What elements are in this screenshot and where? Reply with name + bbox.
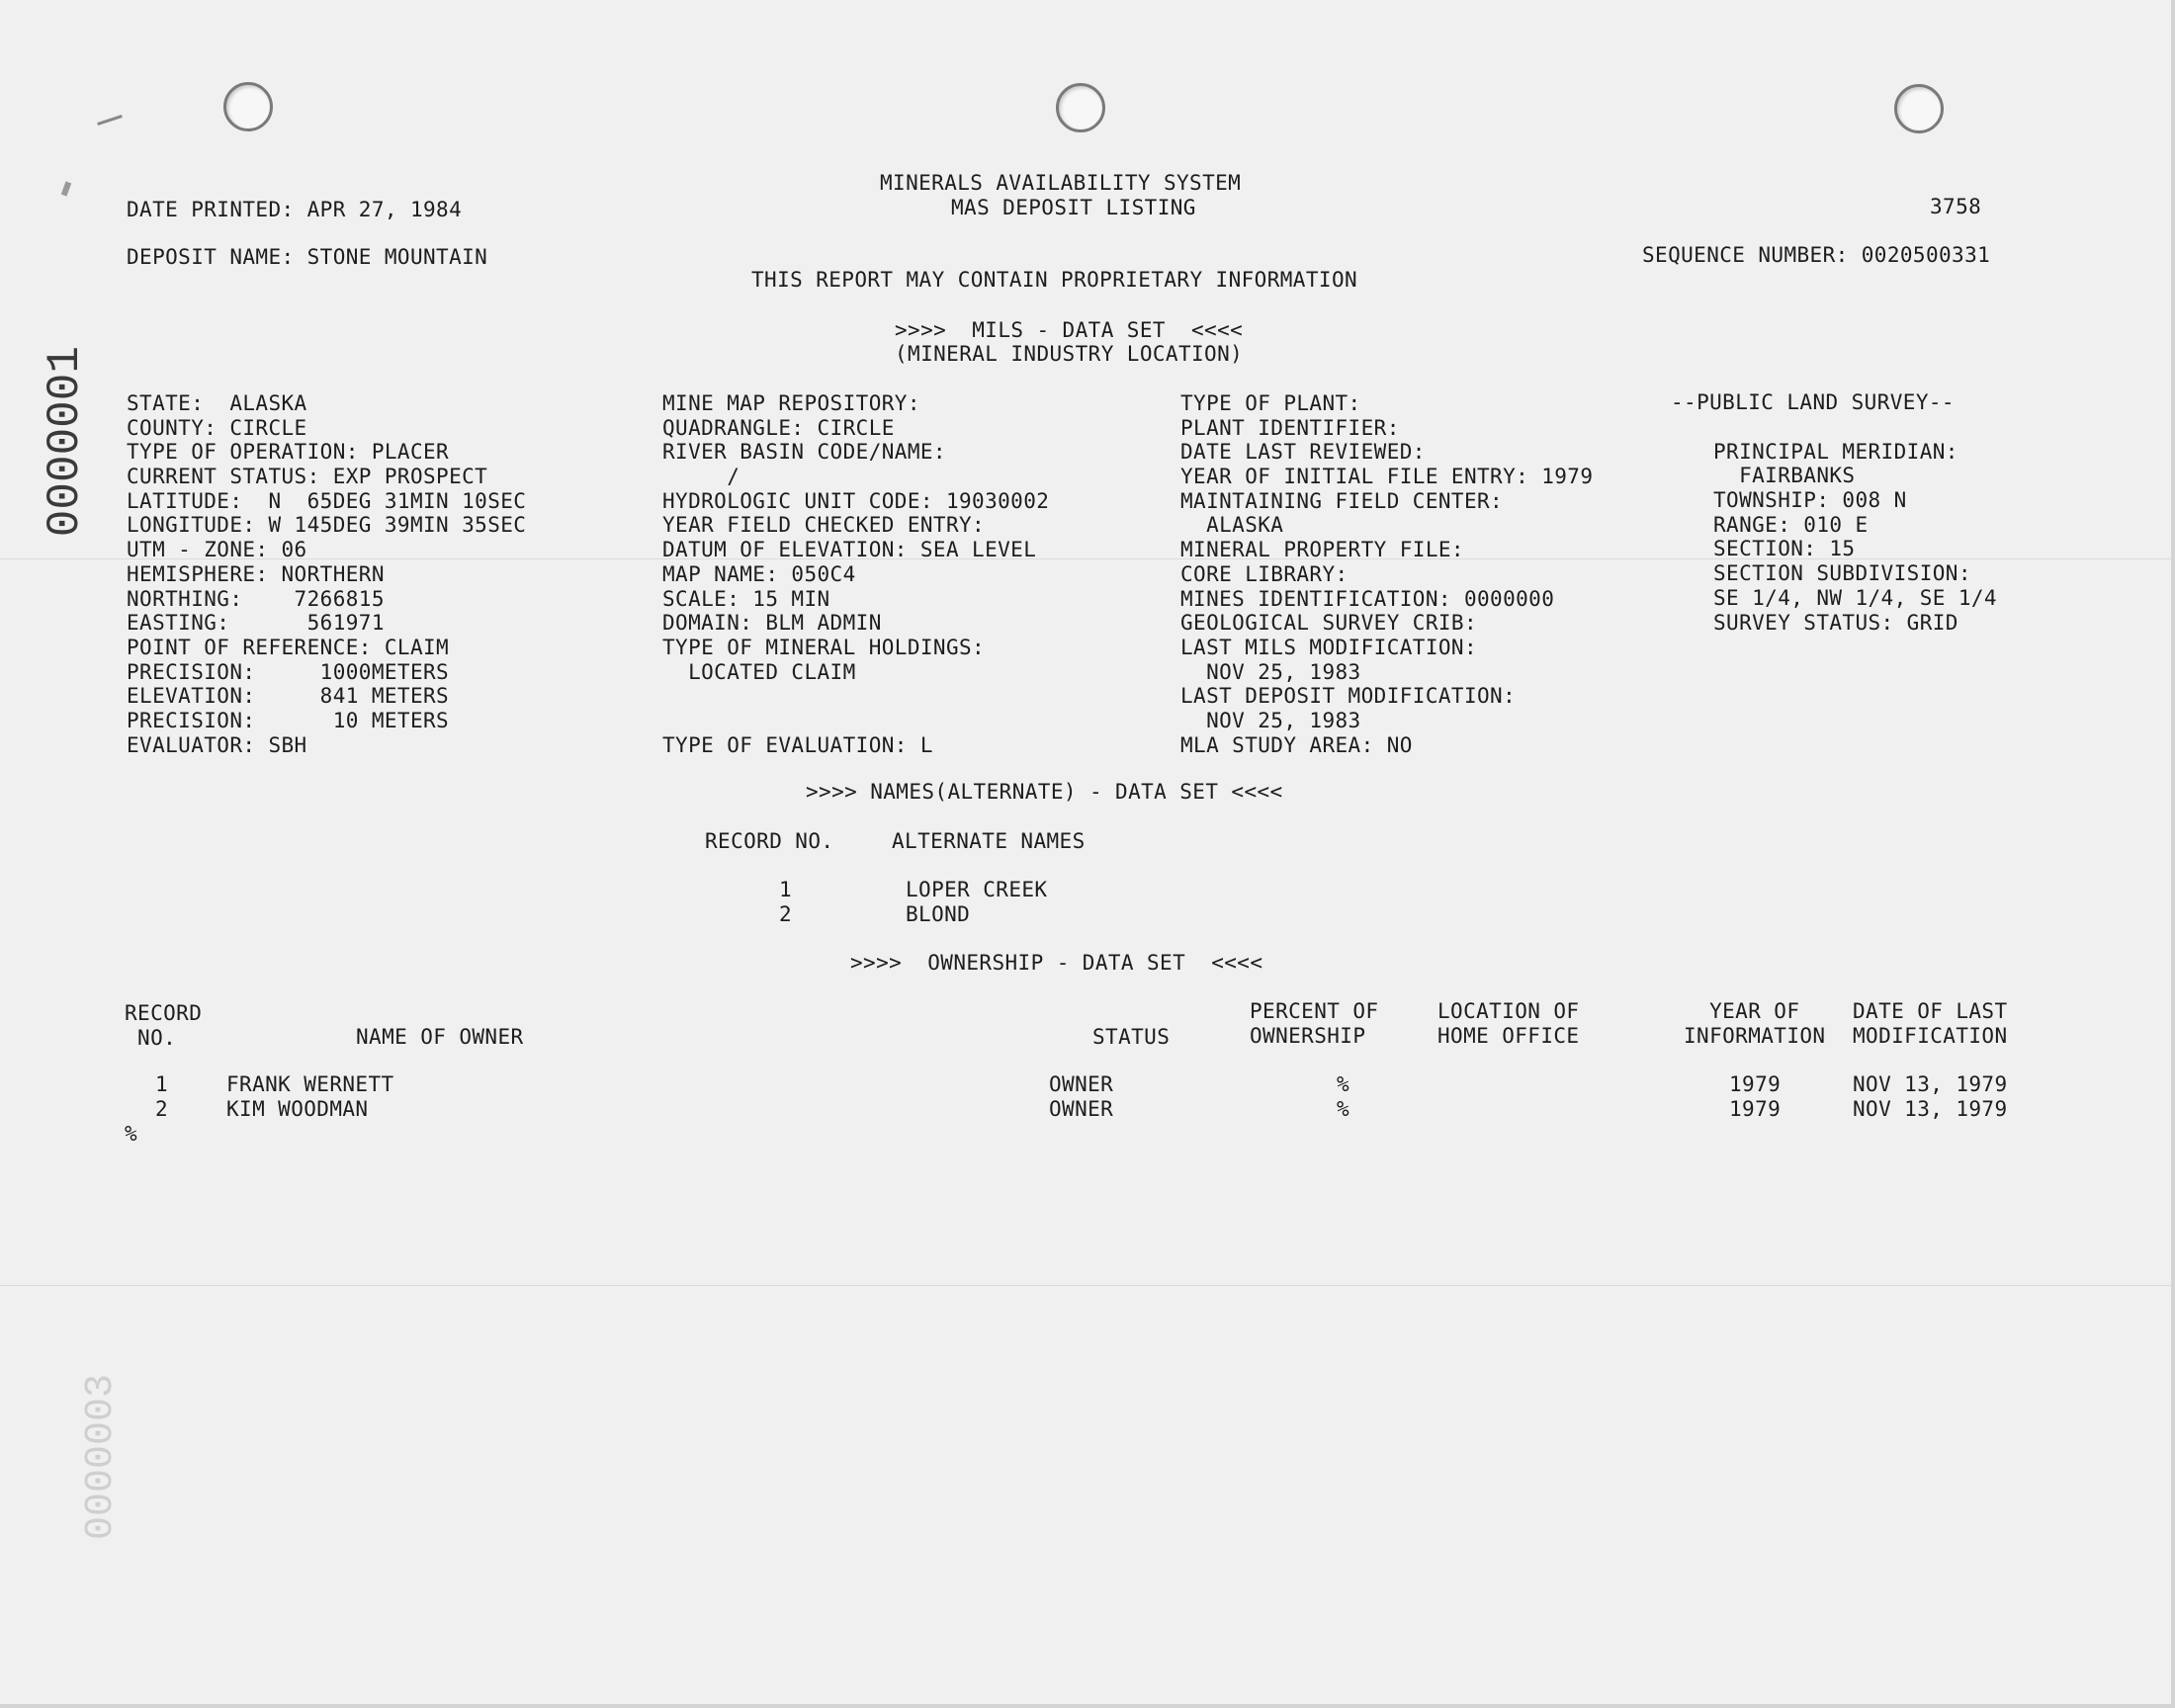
- mils-field-line: NOV 25, 1983: [1180, 659, 1361, 684]
- mils-column-location: [127, 391, 526, 757]
- mils-field-line: [662, 684, 1049, 709]
- mils-field-line: HYDROLOGIC UNIT CODE: 19030002: [662, 488, 1050, 513]
- proprietary-notice: THIS REPORT MAY CONTAIN PROPRIETARY INFORMATION: [751, 268, 1358, 292]
- mils-heading: >>>> MILS - DATA SET <<<<: [895, 318, 1244, 342]
- punch-hole: [223, 82, 273, 131]
- mils-field-line: TYPE OF OPERATION: PLACER: [127, 440, 450, 465]
- mils-field-line: PRECISION: 1000METERS: [127, 659, 450, 684]
- public-land-survey-heading: --PUBLIC LAND SURVEY--: [1671, 390, 1955, 414]
- deposit-name: DEPOSIT NAME: STONE MOUNTAIN: [127, 245, 488, 269]
- ownership-row-2-percent: %: [1337, 1097, 1350, 1121]
- names-row-1-name: LOPER CREEK: [906, 878, 1048, 901]
- ownership-row-1-name: FRANK WERNETT: [226, 1072, 394, 1096]
- ownership-col-location: LOCATION OF HOME OFFICE: [1437, 999, 1580, 1048]
- punch-hole: [1056, 83, 1105, 132]
- mils-field-line: NOV 25, 1983: [1180, 708, 1361, 732]
- names-col-record: RECORD NO.: [705, 829, 834, 853]
- mils-field-line: NORTHING: 7266815: [127, 586, 385, 611]
- mils-field-line: COUNTY: CIRCLE: [127, 415, 307, 440]
- mils-field-line: MAP NAME: 050C4: [662, 561, 856, 586]
- mils-field-line: EVALUATOR: SBH: [127, 732, 307, 757]
- mils-field-line: MAINTAINING FIELD CENTER:: [1180, 488, 1504, 513]
- mils-field-line: QUADRANGLE: CIRCLE: [662, 415, 895, 440]
- ownership-row-1-date: NOV 13, 1979: [1853, 1072, 2008, 1096]
- mils-field-line: SE 1/4, NW 1/4, SE 1/4: [1713, 585, 1997, 610]
- mils-field-line: LONGITUDE: W 145DEG 39MIN 35SEC: [127, 513, 527, 538]
- mils-field-line: CORE LIBRARY:: [1180, 561, 1348, 586]
- mils-field-line: SECTION: 15: [1713, 537, 1856, 561]
- mils-column-land-survey: [1713, 415, 1997, 635]
- mils-field-line: PRINCIPAL MERIDIAN:: [1713, 439, 1958, 464]
- mils-field-line: TYPE OF MINERAL HOLDINGS:: [662, 635, 986, 659]
- mils-field-line: LOCATED CLAIM: [662, 659, 856, 684]
- mils-field-line: POINT OF REFERENCE: CLAIM: [127, 635, 450, 659]
- ownership-row-2-no: 2: [155, 1097, 169, 1121]
- mils-field-line: RANGE: 010 E: [1713, 512, 1869, 537]
- mils-field-line: CURRENT STATUS: EXP PROSPECT: [127, 465, 488, 489]
- ownership-col-date: DATE OF LAST MODIFICATION: [1853, 999, 2008, 1048]
- pen-mark: [61, 181, 71, 196]
- mils-column-maps: [662, 391, 1049, 757]
- ownership-row-1-no: 1: [155, 1072, 169, 1096]
- ownership-row-2-date: NOV 13, 1979: [1853, 1097, 2008, 1121]
- mils-field-line: STATE: ALASKA: [127, 391, 307, 415]
- listing-title: MAS DEPOSIT LISTING: [951, 196, 1196, 219]
- mils-field-line: MINE MAP REPOSITORY:: [662, 391, 920, 415]
- mils-field-line: /: [662, 465, 740, 489]
- mils-field-line: TOWNSHIP: 008 N: [1713, 488, 1907, 513]
- page-number: 3758: [1930, 195, 1982, 218]
- names-heading: >>>> NAMES(ALTERNATE) - DATA SET <<<<: [806, 780, 1283, 804]
- mils-field-line: RIVER BASIN CODE/NAME:: [662, 440, 946, 465]
- names-row-2-name: BLOND: [906, 902, 971, 926]
- ownership-row-1-year: 1979: [1729, 1072, 1782, 1096]
- mils-field-line: MLA STUDY AREA: NO: [1180, 732, 1413, 757]
- mils-field-line: [662, 709, 1049, 733]
- mils-field-line: LAST DEPOSIT MODIFICATION:: [1180, 684, 1517, 709]
- pen-mark: [97, 115, 123, 126]
- microfiche-number-top: 0000001: [40, 346, 91, 538]
- mils-column-plant: [1180, 391, 1593, 757]
- ownership-row-2-status: OWNER: [1049, 1097, 1114, 1121]
- microfiche-number-bottom: 0000003: [79, 1374, 124, 1541]
- mils-subheading: (MINERAL INDUSTRY LOCATION): [895, 342, 1244, 366]
- date-printed: DATE PRINTED: APR 27, 1984: [127, 198, 463, 221]
- mils-field-line: ALASKA: [1180, 513, 1284, 538]
- mils-field-line: SURVEY STATUS: GRID: [1713, 610, 1958, 635]
- mils-field-line: DATE LAST REVIEWED:: [1180, 440, 1426, 465]
- mils-field-line: DATUM OF ELEVATION: SEA LEVEL: [662, 538, 1037, 562]
- mils-field-line: FAIRBANKS: [1713, 464, 1856, 488]
- ownership-row-1-percent: %: [1337, 1072, 1350, 1096]
- mils-field-line: PRECISION: 10 METERS: [127, 708, 450, 732]
- ownership-row-2-year: 1979: [1729, 1097, 1782, 1121]
- mils-field-line: MINERAL PROPERTY FILE:: [1180, 538, 1464, 562]
- mils-field-line: SCALE: 15 MIN: [662, 586, 830, 611]
- ownership-col-status: STATUS: [1092, 1025, 1171, 1049]
- punch-hole: [1894, 84, 1944, 133]
- mils-field-line: YEAR FIELD CHECKED ENTRY:: [662, 513, 986, 538]
- mils-field-line: PLANT IDENTIFIER:: [1180, 415, 1400, 440]
- ownership-col-percent: PERCENT OF OWNERSHIP: [1250, 999, 1379, 1048]
- ownership-row-1-status: OWNER: [1049, 1072, 1114, 1096]
- mils-field-line: ELEVATION: 841 METERS: [127, 684, 450, 709]
- names-col-alternate: ALTERNATE NAMES: [892, 829, 1086, 853]
- mils-field-line: DOMAIN: BLM ADMIN: [662, 611, 882, 636]
- mils-field-line: MINES IDENTIFICATION: 0000000: [1180, 586, 1555, 611]
- mils-field-line: SECTION SUBDIVISION:: [1713, 561, 1971, 586]
- fold-line: [0, 1285, 2171, 1286]
- mils-field-line: EASTING: 561971: [127, 611, 385, 636]
- ownership-col-name: NAME OF OWNER: [356, 1025, 524, 1049]
- system-title: MINERALS AVAILABILITY SYSTEM: [880, 171, 1242, 195]
- mils-field-line: TYPE OF PLANT:: [1180, 391, 1361, 415]
- names-row-2-no: 2: [779, 902, 793, 926]
- mils-field-line: GEOLOGICAL SURVEY CRIB:: [1180, 611, 1477, 636]
- names-row-1-no: 1: [779, 878, 793, 901]
- ownership-heading: >>>> OWNERSHIP - DATA SET <<<<: [850, 951, 1263, 975]
- mils-field-line: HEMISPHERE: NORTHERN: [127, 561, 385, 586]
- mils-field-line: YEAR OF INITIAL FILE ENTRY: 1979: [1180, 465, 1594, 489]
- mils-field-line: LATITUDE: N 65DEG 31MIN 10SEC: [127, 488, 527, 513]
- ownership-row-2-name: KIM WOODMAN: [226, 1097, 369, 1121]
- ownership-col-year: YEAR OF INFORMATION: [1684, 999, 1826, 1048]
- sequence-number: SEQUENCE NUMBER: 0020500331: [1642, 243, 1991, 267]
- ownership-trailer: %: [125, 1122, 138, 1146]
- ownership-col-record: RECORD NO.: [125, 1001, 203, 1050]
- mils-field-line: UTM - ZONE: 06: [127, 538, 307, 562]
- mils-field-line: TYPE OF EVALUATION: L: [662, 732, 933, 757]
- mils-field-line: [1713, 415, 1997, 440]
- mils-field-line: LAST MILS MODIFICATION:: [1180, 635, 1477, 659]
